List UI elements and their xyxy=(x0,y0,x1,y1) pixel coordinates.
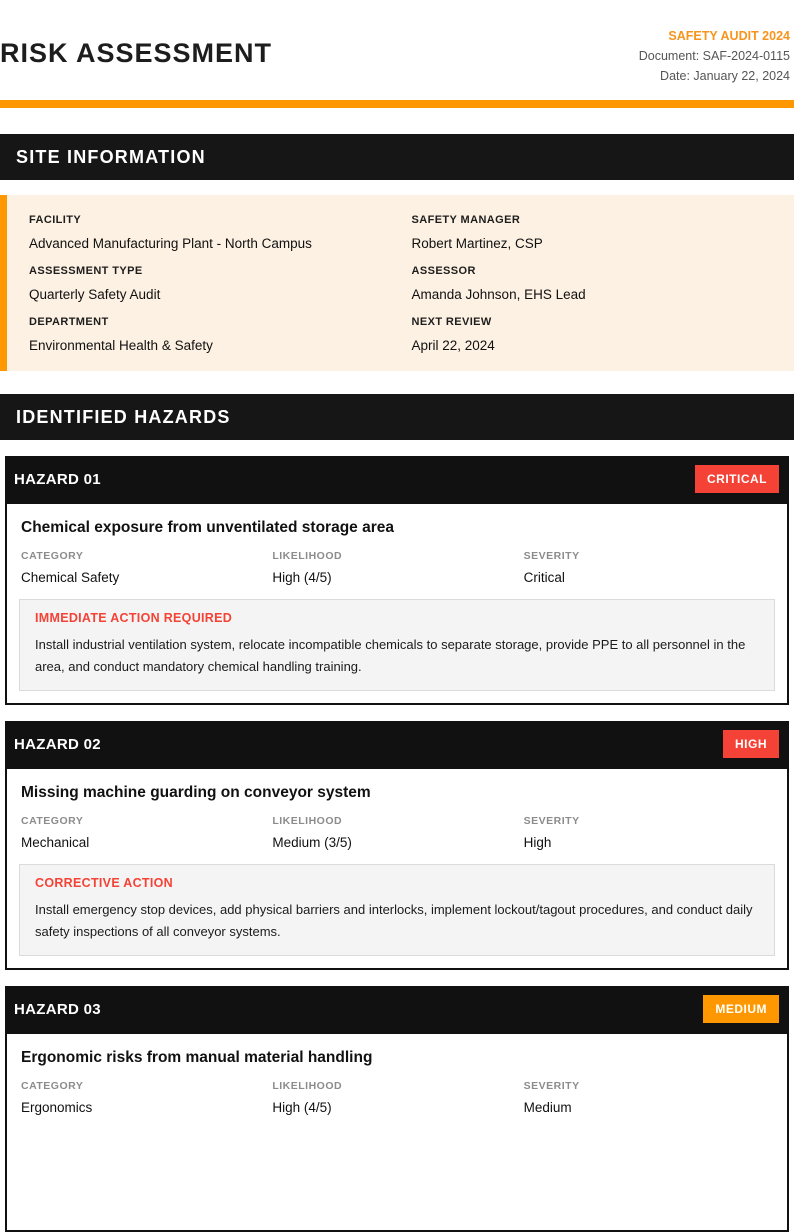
meta-label: CATEGORY xyxy=(21,815,84,828)
meta-label: SEVERITY xyxy=(523,1080,580,1093)
field-label: SAFETY MANAGER xyxy=(411,214,521,226)
meta-likelihood xyxy=(272,1080,523,1115)
field-next-review xyxy=(412,316,785,353)
action-text: Install industrial ventilation system, relocate incompatible chemicals to separate storage, provide PPE to all personnel in the area, and conduct mandatory chemical handling training. xyxy=(35,637,746,675)
field-assessor xyxy=(412,265,785,302)
risk-badge-critical: CRITICAL xyxy=(695,465,779,493)
meta-value: Ergonomics xyxy=(21,1100,93,1116)
orange-divider xyxy=(0,100,794,108)
meta-label: LIKELIHOOD xyxy=(272,815,343,828)
field-label: FACILITY xyxy=(29,214,82,226)
risk-badge-medium: MEDIUM xyxy=(703,995,779,1023)
hazard-meta xyxy=(19,1080,775,1115)
field-value: Amanda Johnson, EHS Lead xyxy=(411,287,586,302)
action-heading: IMMEDIATE ACTION REQUIRED xyxy=(35,611,233,625)
hazard-title: Missing machine guarding on conveyor system xyxy=(21,784,371,802)
meta-category xyxy=(21,550,272,585)
meta-label: LIKELIHOOD xyxy=(272,1080,343,1093)
meta-label: SEVERITY xyxy=(523,815,580,828)
meta-value: Mechanical xyxy=(21,835,90,851)
field-assessment-type xyxy=(29,265,402,302)
meta-category xyxy=(21,815,272,850)
hazard-title: Chemical exposure from unventilated storage area xyxy=(21,519,394,536)
meta-value: Medium xyxy=(523,1100,572,1116)
page-title: RISK ASSESSMENT xyxy=(0,38,273,68)
meta-value: Chemical Safety xyxy=(21,570,120,585)
meta-likelihood xyxy=(272,815,523,850)
meta-value: Critical xyxy=(523,570,565,585)
action-heading: CORRECTIVE ACTION xyxy=(35,876,173,891)
field-value: April 22, 2024 xyxy=(411,338,495,353)
field-value: Advanced Manufacturing Plant - North Campus xyxy=(29,236,312,251)
field-value: Robert Martinez, CSP xyxy=(411,236,543,251)
section-header-site-information xyxy=(0,134,794,180)
hazard-title: Ergonomic risks from manual material handling xyxy=(21,1049,373,1067)
action-text: Install emergency stop devices, add physical barriers and interlocks, implement lockout/tagout procedures, and conduct daily safety inspections of all conveyor systems. xyxy=(35,902,753,940)
hazard-meta xyxy=(19,550,775,585)
meta-severity xyxy=(524,1080,775,1115)
meta-label: CATEGORY xyxy=(21,1080,84,1093)
action-box xyxy=(19,864,775,956)
field-label: NEXT REVIEW xyxy=(411,316,492,328)
section-title: IDENTIFIED HAZARDS xyxy=(16,406,231,427)
meta-value: High xyxy=(523,835,552,851)
field-facility xyxy=(29,214,402,251)
action-box xyxy=(19,599,775,691)
hazard-meta xyxy=(19,815,775,850)
meta-value: Medium (3/5) xyxy=(272,835,352,851)
meta-category xyxy=(21,1080,272,1115)
hazard-id: HAZARD 02 xyxy=(14,735,101,753)
hazard-02-card xyxy=(5,767,789,970)
field-value: Environmental Health & Safety xyxy=(29,338,213,353)
section-header-identified-hazards xyxy=(0,394,794,440)
hazard-01-bar xyxy=(5,456,789,502)
header-meta xyxy=(639,26,790,86)
hazard-03-bar xyxy=(5,986,789,1032)
meta-label: LIKELIHOOD xyxy=(272,550,343,562)
meta-value: High (4/5) xyxy=(272,570,332,585)
meta-likelihood xyxy=(272,550,523,585)
document-number: Document: SAF-2024-0115 xyxy=(638,49,790,63)
meta-label: CATEGORY xyxy=(21,550,84,562)
field-value: Quarterly Safety Audit xyxy=(29,287,161,302)
field-label: ASSESSOR xyxy=(411,265,476,277)
field-department xyxy=(29,316,402,353)
audit-label: SAFETY AUDIT 2024 xyxy=(668,29,790,43)
hazard-02-bar xyxy=(5,721,789,767)
meta-severity xyxy=(524,815,775,850)
section-title: SITE INFORMATION xyxy=(16,146,206,167)
field-safety-manager xyxy=(412,214,785,251)
meta-severity xyxy=(524,550,775,585)
field-label: ASSESSMENT TYPE xyxy=(29,265,143,277)
document-header xyxy=(0,0,794,100)
hazard-01-card xyxy=(5,502,789,705)
risk-badge-high: HIGH xyxy=(723,730,779,758)
hazard-03-card xyxy=(5,1032,789,1232)
hazard-id: HAZARD 03 xyxy=(14,1000,101,1018)
site-information-panel xyxy=(0,195,794,371)
meta-value: High (4/5) xyxy=(272,1100,332,1116)
field-label: DEPARTMENT xyxy=(29,316,109,328)
hazard-id: HAZARD 01 xyxy=(14,470,101,488)
document-date: Date: January 22, 2024 xyxy=(660,69,790,83)
meta-label: SEVERITY xyxy=(523,550,580,562)
